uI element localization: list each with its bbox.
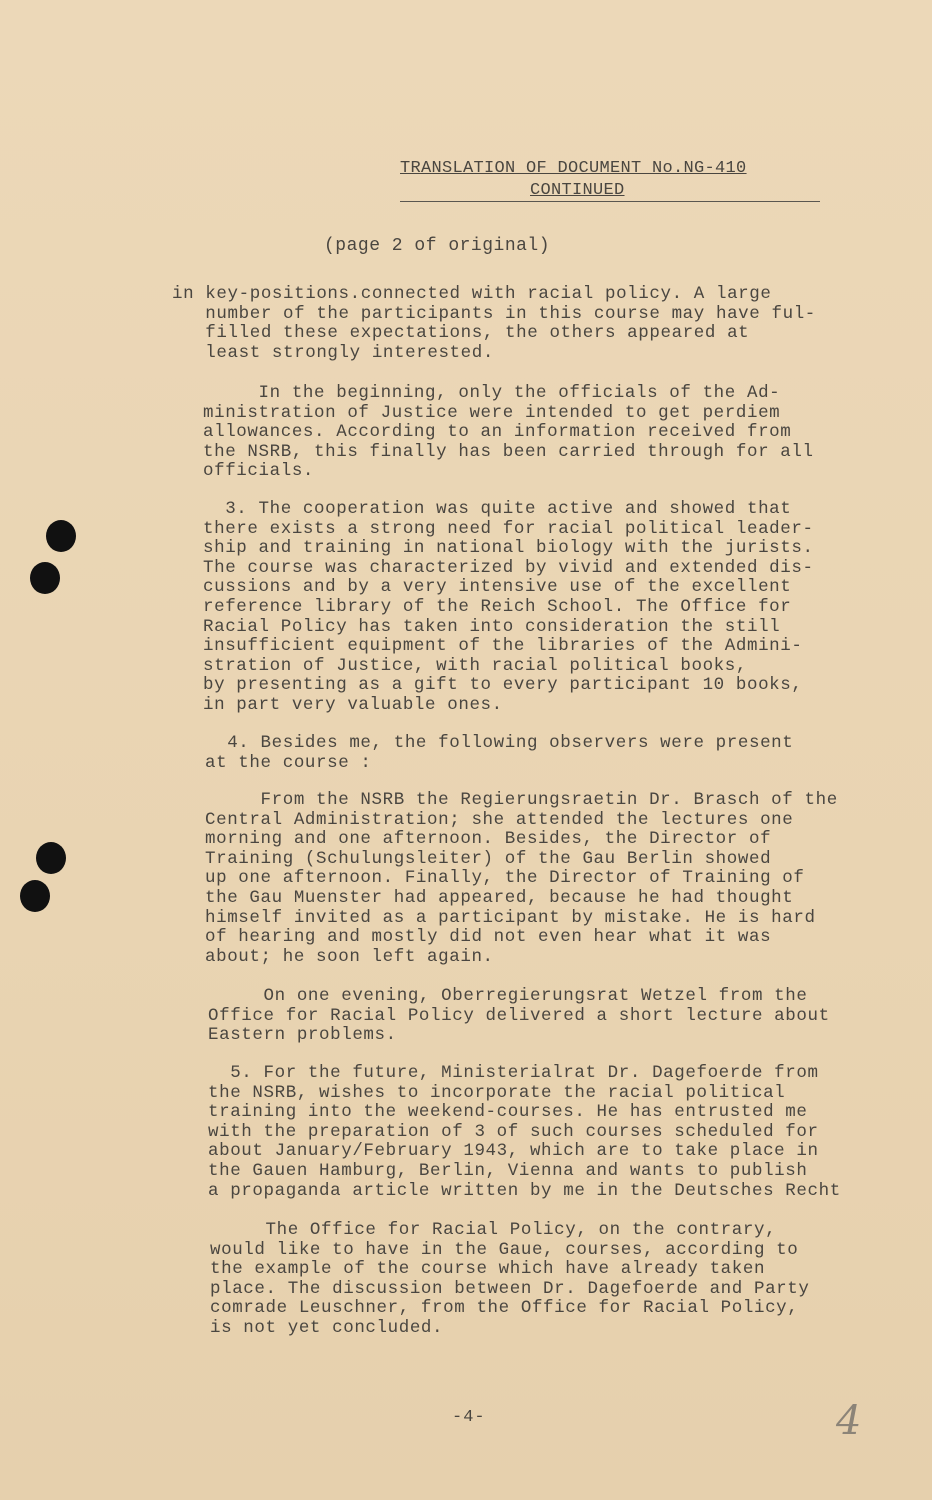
- header-title: TRANSLATION OF DOCUMENT No.NG-410: [400, 159, 747, 178]
- paragraph-7: 5. For the future, Ministerialrat Dr. Dagefoerde from the NSRB, wishes to incorporate the racial political training into the weekend-courses. He has entrusted me with the preparation of 3 of such courses scheduled for about January/February 1943, which are to take place in the Gauen Hamburg, Berlin, Vienna and wants to publish a propaganda article written by me in the Deutsches Recht: [208, 1063, 841, 1201]
- paragraph-1: in key-positions.connected with racial policy. A large number of the participants in this course may have ful- filled these expectations, the others appeared at least strongly interested.: [172, 284, 816, 363]
- paragraph-5: From the NSRB the Regierungsraetin Dr. Brasch of the Central Administration; she attended the lectures one morning and one afternoon. Besides, the Director of Training (Schulungsleiter) of the Gau Berlin showed up one afternoon. Finally, the Director of Training of the Gau Muenster had appeared, because he had thought himself invited as a participant by mistake. He is hard of hearing and mostly did not even hear what it was about; he soon left again.: [205, 790, 838, 967]
- header-continued: CONTINUED: [530, 181, 625, 200]
- punch-hole: [30, 562, 60, 594]
- paragraph-8: The Office for Racial Policy, on the contrary, would like to have in the Gaue, courses, according to the example of the course which have already taken place. The discussion between Dr. Dagefoerde and Party comrade Leuschner, from the Office for Racial Policy, is not yet concluded.: [210, 1220, 810, 1338]
- paragraph-3: 3. The cooperation was quite active and showed that there exists a strong need for racial political leader- ship and training in national biology with the jurists. The course was characterized by vivid and extended dis- cussions and by a very intensive use of the excellent reference library of the Reich School. The Office for Racial Policy has taken into consideration the still insufficient equipment of the libraries of the Admini- stration of Justice, with racial political books, by presenting as a gift to every participant 10 books, in part very valuable ones.: [203, 499, 814, 715]
- handwritten-page-number: 4: [836, 1398, 862, 1444]
- header-rule: [400, 201, 820, 202]
- paragraph-6: On one evening, Oberregierungsrat Wetzel from the Office for Racial Policy delivered a short lecture about Eastern problems.: [208, 986, 830, 1046]
- paragraph-2: In the beginning, only the officials of the Ad- ministration of Justice were intended to get perdiem allowances. According to an information received from the NSRB, this finally has been carried through for all officials.: [203, 383, 814, 482]
- punch-hole: [20, 880, 50, 912]
- page-subtitle: (page 2 of original): [324, 236, 551, 256]
- page-number: -4-: [452, 1408, 486, 1427]
- document-header: [400, 158, 800, 202]
- paragraph-4: 4. Besides me, the following observers were present at the course :: [205, 733, 794, 773]
- punch-hole: [36, 842, 66, 874]
- punch-hole: [46, 520, 76, 552]
